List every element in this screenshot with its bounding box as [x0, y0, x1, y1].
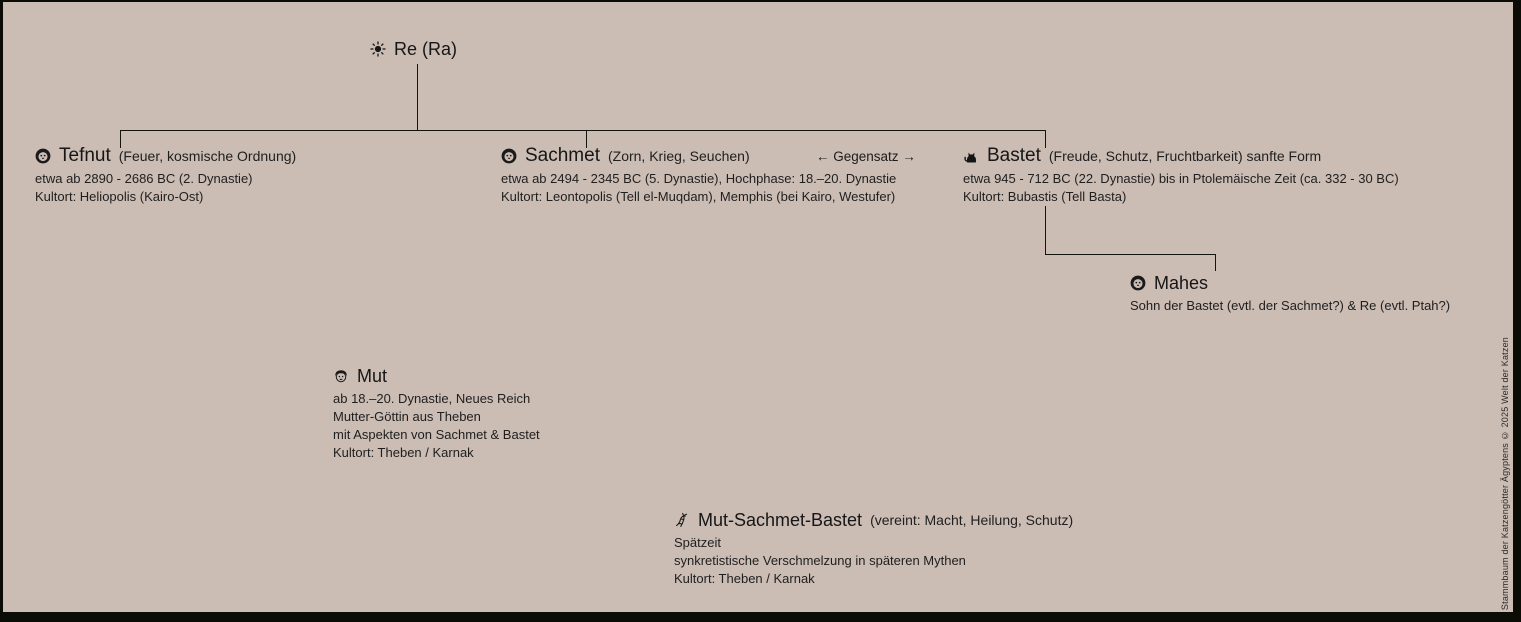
node-title: Mahes — [1154, 272, 1209, 293]
node-detail-line: Kultort: Leontopolis (Tell el-Muqdam), Memphis (bei Kairo, Westufer) — [501, 189, 896, 204]
copyright-caption: Stammbaum der Katzengötter Ägyptens © 2025 Welt der Katzen — [1500, 336, 1510, 610]
node-title: Mut — [357, 365, 388, 386]
node-subtitle: (vereint: Macht, Heilung, Schutz) — [870, 512, 1074, 528]
node-detail-line: synkretistische Verschmelzung in späteren Mythen — [674, 553, 966, 568]
node-title: Tefnut — [59, 145, 111, 166]
lion-face-icon — [501, 148, 517, 164]
dna-icon — [674, 512, 690, 528]
node-detail-line: Kultort: Theben / Karnak — [333, 445, 474, 460]
node-title: Sachmet — [525, 145, 600, 166]
node-detail-line: Kultort: Heliopolis (Kairo-Ost) — [35, 189, 204, 204]
node-mahes — [1130, 272, 1450, 315]
node-detail-line: etwa 945 - 712 BC (22. Dynastie) bis in Ptolemäische Zeit (ca. 332 - 30 BC) — [963, 171, 1399, 186]
node-re — [370, 38, 457, 60]
node-detail-line: Kultort: Bubastis (Tell Basta) — [963, 189, 1127, 204]
relation-label-gegensatz: ← Gegensatz → — [816, 149, 916, 164]
connector-children-rail — [120, 130, 1046, 131]
node-title: Mut-Sachmet-Bastet — [698, 509, 863, 530]
mother-goddess-face-icon — [333, 368, 349, 384]
node-detail-line: etwa ab 2890 - 2686 BC (2. Dynastie) — [35, 171, 253, 186]
connector-bastet-down — [1045, 206, 1046, 255]
node-detail-line: ab 18.–20. Dynastie, Neues Reich — [333, 391, 531, 406]
sun-icon — [370, 41, 386, 57]
node-bastet — [963, 145, 1399, 206]
connector-re-stem — [417, 64, 418, 130]
node-title: Re (Ra) — [394, 38, 458, 59]
node-detail-line: mit Aspekten von Sachmet & Bastet — [333, 427, 540, 442]
lion-face-icon — [1130, 275, 1146, 291]
node-detail-line: Spätzeit — [674, 535, 721, 550]
lion-face-icon — [35, 148, 51, 164]
node-detail-line: Mutter-Göttin aus Theben — [333, 409, 481, 424]
node-mut-sachmet-bastet — [674, 509, 1073, 588]
black-cat-icon — [963, 148, 979, 164]
node-subtitle: (Feuer, kosmische Ordnung) — [118, 148, 297, 164]
node-detail-line: Sohn der Bastet (evtl. der Sachmet?) & Re (evtl. Ptah?) — [1130, 298, 1451, 313]
node-subtitle: (Freude, Schutz, Fruchtbarkeit) sanfte Form — [1048, 148, 1322, 164]
connector-bastet-mahes-rail — [1045, 254, 1216, 255]
node-detail-line: etwa ab 2494 - 2345 BC (5. Dynastie), Hochphase: 18.–20. Dynastie — [501, 171, 897, 186]
node-title: Bastet — [987, 145, 1041, 166]
node-detail-line: Kultort: Theben / Karnak — [674, 571, 815, 586]
node-subtitle: (Zorn, Krieg, Seuchen) — [607, 148, 750, 164]
node-mut — [333, 365, 540, 462]
node-tefnut — [35, 145, 296, 206]
connector-drop-mahes — [1215, 254, 1216, 271]
